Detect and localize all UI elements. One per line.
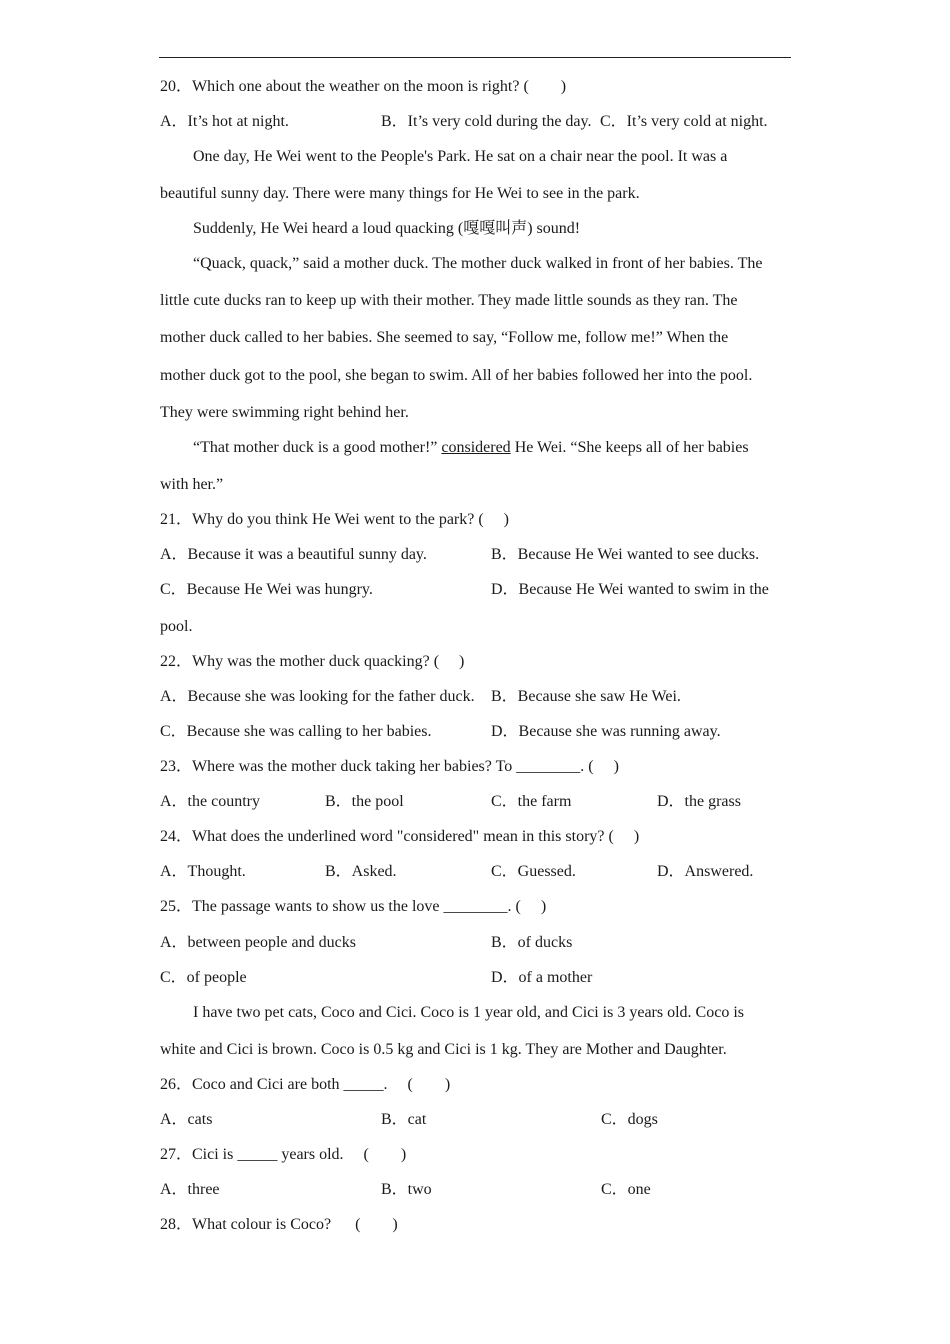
- question-27-stem: 27．Cici is _____ years old. ( ): [160, 1146, 407, 1163]
- question-21-option-b: B．Because He Wei wanted to see ducks.: [491, 546, 760, 563]
- question-20-option-a: A．It’s hot at night.: [160, 113, 289, 130]
- passage-1-line: with her.”: [160, 476, 224, 493]
- underlined-word: considered: [441, 439, 511, 456]
- question-26-option-a: A．cats: [160, 1111, 213, 1128]
- question-21-option-d: D．Because He Wei wanted to swim in the: [491, 581, 769, 598]
- question-27-option-c: C．one: [601, 1181, 651, 1198]
- question-23-option-c: C．the farm: [491, 793, 572, 810]
- question-24-option-c: C．Guessed.: [491, 863, 576, 880]
- question-28-stem: 28．What colour is Coco? ( ): [160, 1216, 398, 1233]
- question-27-option-b: B．two: [381, 1181, 432, 1198]
- question-22-option-c: C．Because she was calling to her babies.: [160, 723, 432, 740]
- question-21-option-d-continued: pool.: [160, 618, 193, 635]
- passage-1-line: mother duck got to the pool, she began to swim. All of her babies followed her into the pool.: [160, 367, 753, 384]
- passage-1-line: beautiful sunny day. There were many things for He Wei to see in the park.: [160, 185, 640, 202]
- question-26-stem: 26．Coco and Cici are both _____. ( ): [160, 1076, 451, 1093]
- passage-1-line: [193, 438, 749, 458]
- question-20-option-c: C．It’s very cold at night.: [600, 113, 768, 130]
- question-25-option-a: A．between people and ducks: [160, 934, 356, 951]
- passage-1-line: “Quack, quack,” said a mother duck. The mother duck walked in front of her babies. The: [193, 255, 763, 272]
- passage-text: “That mother duck is a good mother!”: [193, 439, 442, 456]
- question-22-option-a: A．Because she was looking for the father duck.: [160, 688, 475, 705]
- question-20-stem: 20．Which one about the weather on the moon is right? ( ): [160, 78, 567, 95]
- question-25-option-d: D．of a mother: [491, 969, 593, 986]
- question-21-option-a: A．Because it was a beautiful sunny day.: [160, 546, 427, 563]
- header-rule: [159, 57, 791, 58]
- question-22-option-d: D．Because she was running away.: [491, 723, 721, 740]
- question-22-stem: 22．Why was the mother duck quacking? ( ): [160, 653, 465, 670]
- question-25-stem: 25．The passage wants to show us the love ________. ( ): [160, 898, 547, 915]
- question-24-option-d: D．Answered.: [657, 863, 754, 880]
- question-21-stem: 21．Why do you think He Wei went to the park? ( ): [160, 511, 510, 528]
- question-24-option-b: B．Asked.: [325, 863, 397, 880]
- question-25-option-b: B．of ducks: [491, 934, 573, 951]
- passage-1-line: Suddenly, He Wei heard a loud quacking (嘎嘎叫声) sound!: [193, 220, 581, 237]
- question-27-option-a: A．three: [160, 1181, 220, 1198]
- passage-1-line: little cute ducks ran to keep up with their mother. They made little sounds as they ran. The: [160, 292, 738, 309]
- question-25-option-c: C．of people: [160, 969, 247, 986]
- question-26-option-b: B．cat: [381, 1111, 427, 1128]
- passage-1-line: They were swimming right behind her.: [160, 404, 409, 421]
- passage-1-line: One day, He Wei went to the People's Park. He sat on a chair near the pool. It was a: [193, 148, 728, 165]
- question-20-option-b: B．It’s very cold during the day.: [381, 113, 592, 130]
- question-23-stem: 23．Where was the mother duck taking her babies? To ________. ( ): [160, 758, 619, 775]
- passage-2-line: I have two pet cats, Coco and Cici. Coco is 1 year old, and Cici is 3 years old. Coco is: [193, 1004, 744, 1021]
- question-24-stem: 24．What does the underlined word "considered" mean in this story? ( ): [160, 828, 640, 845]
- passage-1-line: mother duck called to her babies. She seemed to say, “Follow me, follow me!” When the: [160, 329, 729, 346]
- question-21-option-c: C．Because He Wei was hungry.: [160, 581, 373, 598]
- question-23-option-d: D．the grass: [657, 793, 741, 810]
- passage-2-line: white and Cici is brown. Coco is 0.5 kg and Cici is 1 kg. They are Mother and Daughter.: [160, 1041, 727, 1058]
- question-23-option-a: A．the country: [160, 793, 260, 810]
- question-26-option-c: C．dogs: [601, 1111, 658, 1128]
- question-22-option-b: B．Because she saw He Wei.: [491, 688, 681, 705]
- question-23-option-b: B．the pool: [325, 793, 404, 810]
- passage-text: He Wei. “She keeps all of her babies: [510, 439, 749, 456]
- question-24-option-a: A．Thought.: [160, 863, 246, 880]
